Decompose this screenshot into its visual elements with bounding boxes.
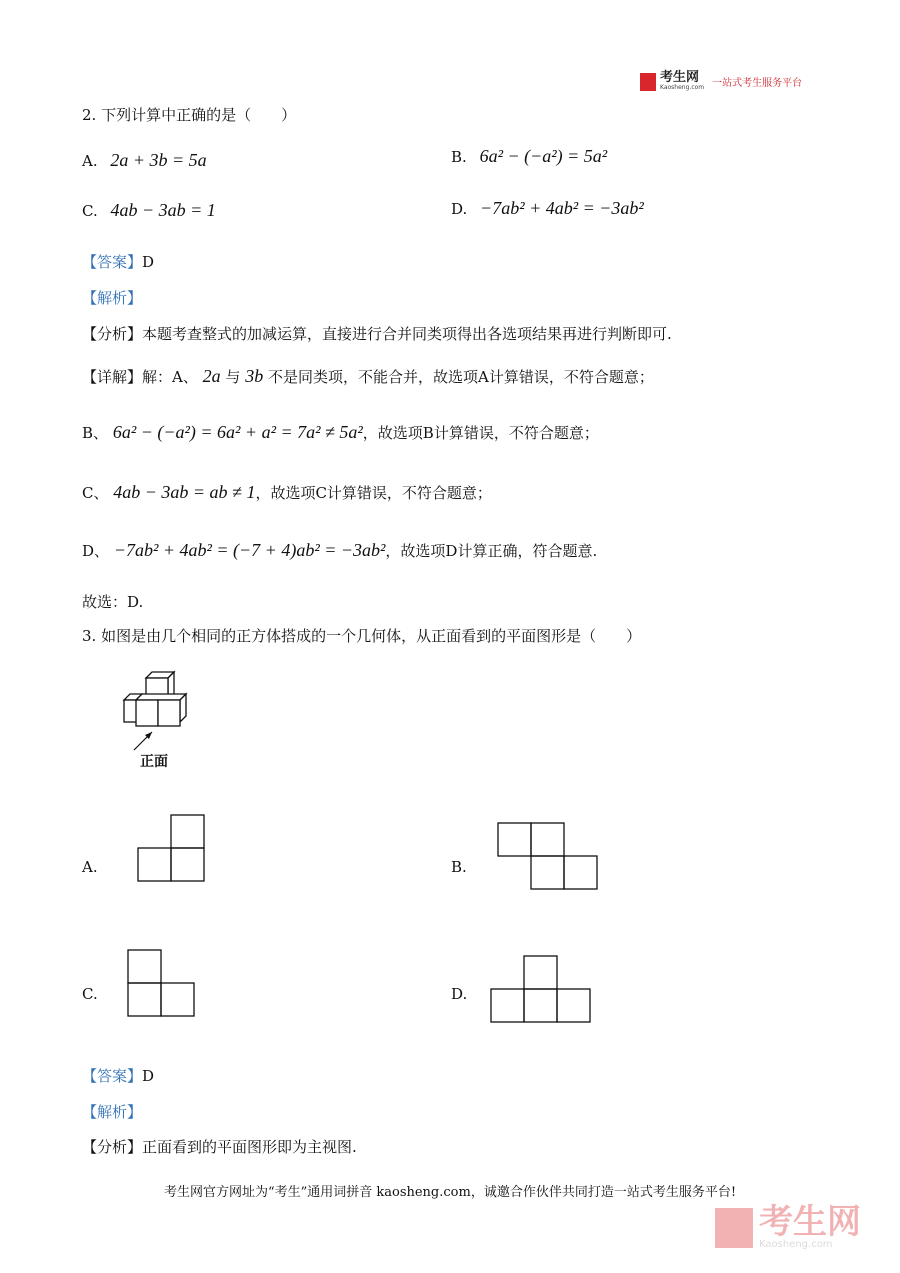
q3-figure-label: 正面 [140,754,168,770]
q2-detail-c: C、 4ab − 3ab = ab ≠ 1，故选项C计算错误，不符合题意； [82,482,492,502]
q2-answer: 【答案】D [82,253,155,271]
q2-option-a: A. 2a + 3b = 5a [82,150,207,170]
q3-option-b-label: B. [451,858,467,876]
footer-text: 考生网官方网址为“考生”通用词拼音 kaosheng.com，诚邀合作伙伴共同打造一站式考生服务平台! [163,1185,737,1200]
q3-option-d-label: D. [451,985,468,1003]
q3-option-c-figure [127,949,197,1019]
q3-option-a-figure [137,814,207,884]
q2-option-c: C. 4ab − 3ab = 1 [82,200,216,220]
q3-stem: 3. 如图是由几个相同的正方体搭成的一个几何体，从正面看到的平面图形是（ ） [82,627,642,645]
q2-detail-b: B、 6a² − (−a²) = 6a² + a² = 7a² ≠ 5a²，故选项B计算错误，不符合题意； [82,422,599,442]
q2-detail-d: D、 −7ab² + 4ab² = (−7 + 4)ab² = −3ab²，故选项D计算正确，符合题意. [82,540,598,560]
q2-option-c-expr: 4ab − 3ab = 1 [110,200,216,220]
watermark-logo-icon [715,1208,753,1248]
q2-option-d-expr: −7ab² + 4ab² = −3ab² [480,198,644,218]
q2-analysis-tag: 【解析】 [82,289,143,307]
logo-domain: Kaosheng.com [660,84,705,91]
logo-name: 考生网 [660,70,700,85]
q2-detail-a: 【详解】解：A、 2a 与 3b 不是同类项，不能合并，故选项A计算错误，不符合题意； [82,366,654,386]
q3-option-a-label: A. [82,858,98,876]
q3-answer: 【答案】D [82,1067,155,1085]
q2-option-a-expr: 2a + 3b = 5a [110,150,207,170]
q3-option-b-figure [497,822,599,892]
watermark-name: 考生网 [759,1202,861,1242]
q3-fenxi: 【分析】正面看到的平面图形即为主视图. [82,1138,357,1156]
q2-option-d: D. −7ab² + 4ab² = −3ab² [451,198,644,218]
watermark [715,1202,861,1250]
q2-option-b: B. 6a² − (−a²) = 5a² [451,146,608,166]
header-logo [640,72,802,91]
q3-analysis-tag: 【解析】 [82,1103,143,1121]
q2-stem: 2. 下列计算中正确的是（ ） [82,106,297,124]
q2-conclusion: 故选：D. [82,593,144,611]
watermark-domain: Kaosheng.com [759,1239,833,1250]
q3-option-c-label: C. [82,985,98,1003]
logo-mark-icon [640,73,656,91]
q2-fenxi: 【分析】本题考查整式的加减运算，直接进行合并同类项得出各选项结果再进行判断即可. [82,325,672,343]
header-slogan: 一站式考生服务平台 [712,78,803,89]
q2-option-b-expr: 6a² − (−a²) = 5a² [479,146,608,166]
q3-option-d-figure [490,955,592,1025]
